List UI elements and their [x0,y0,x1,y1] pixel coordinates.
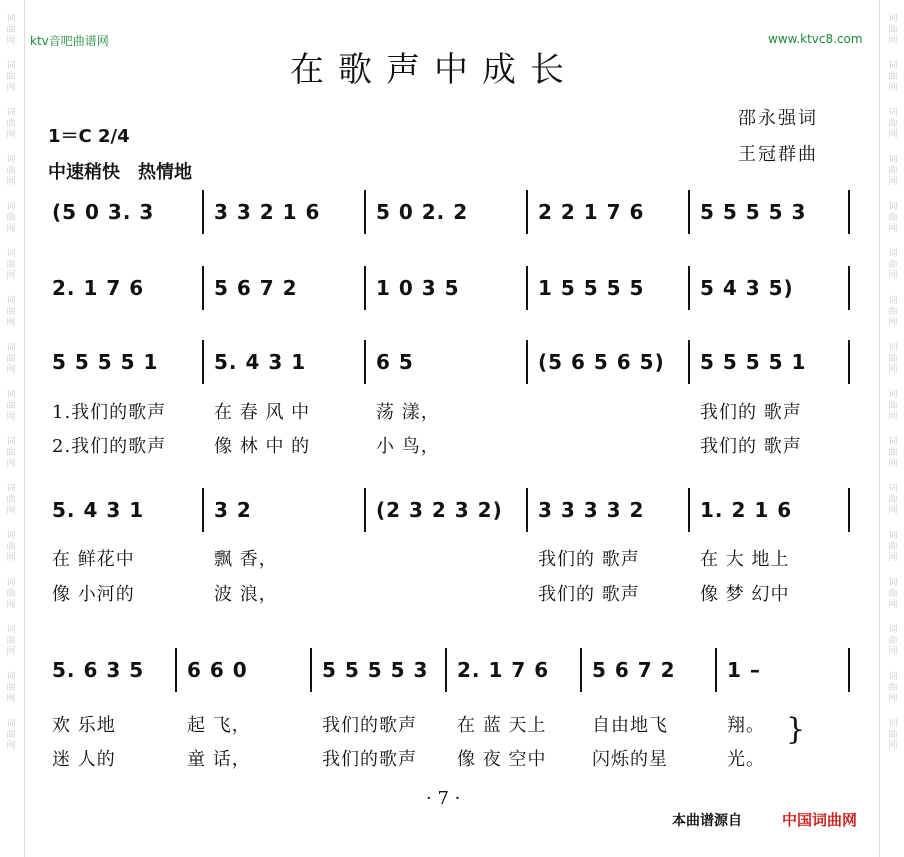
key-signature: 1＝C 2/4 [48,126,130,147]
lyric-1: 翔。 [727,715,765,736]
barline [526,340,528,384]
lyric-2: 我们的歌声 [322,749,417,770]
barline [526,266,528,310]
measure: 1. 2 1 6 [700,498,793,522]
barline [445,648,447,692]
measure: (5 6 5 6 5) [538,350,665,374]
lyric-2: 波 浪， [214,584,278,605]
barline [202,266,204,310]
lyric-2: 小 鸟， [376,436,440,457]
barline-end [848,488,850,532]
left-watermark-strip: 词 曲 网 词 曲 网 词 曲 网 词 曲 网 词 曲 网 词 曲 网 词 曲 网 词 曲 网 词 曲 网 词 曲 网 词 曲 网 词 曲 网 词 曲 网 词 曲 网 词 曲 网 词 曲 网 [6,14,16,751]
score-system-3 [40,340,850,384]
lyric-1: 欢 乐地 [52,715,116,736]
measure: (5 0 3. 3 [52,200,155,224]
tempo-marking: 中速稍快 热情地 [48,162,192,183]
barline [175,648,177,692]
lyric-2: 闪烁的星 [592,749,668,770]
lyric-1: 我们的 歌声 [700,402,802,423]
measure: (2 3 2 3 2) [376,498,503,522]
measure: 5. 6 3 5 [52,658,145,682]
lyric-1: 在 大 地上 [700,549,790,570]
lyric-1: 1.我们的歌声 [52,402,167,423]
lyric-2: 像 林 中 的 [214,436,311,457]
barline [688,266,690,310]
left-margin-line [24,0,25,857]
measure: 6 6 0 [187,658,248,682]
lyric-2: 像 小河的 [52,584,135,605]
barline [364,266,366,310]
right-watermark-strip: 词 曲 网 词 曲 网 词 曲 网 词 曲 网 词 曲 网 词 曲 网 词 曲 网 词 曲 网 词 曲 网 词 曲 网 词 曲 网 词 曲 网 词 曲 网 词 曲 网 词 曲 网 词 曲 网 [888,14,898,751]
measure: 6 5 [376,350,414,374]
measure: 1 5 5 5 5 [538,276,645,300]
lyric-1: 我们的歌声 [322,715,417,736]
measure: 5. 4 3 1 [52,498,145,522]
barline-end [848,266,850,310]
barline [202,190,204,234]
measure: 3 2 [214,498,252,522]
lyric-2: 光。 [727,749,765,770]
measure: 5 5 5 5 1 [52,350,159,374]
source-site: 中国词曲网 [782,811,858,829]
score-system-2 [40,266,850,310]
barline [202,340,204,384]
lyric-1: 飘 香， [214,549,278,570]
measure: 1 – [727,658,761,682]
barline [364,190,366,234]
measure: 5 5 5 5 1 [700,350,807,374]
barline [715,648,717,692]
barline [364,340,366,384]
lyric-1: 起 飞， [187,715,251,736]
barline-end [848,340,850,384]
measure: 5 5 5 5 3 [322,658,429,682]
measure: 5 4 3 5) [700,276,794,300]
measure: 2. 1 7 6 [457,658,550,682]
source-label: 本曲谱源自 [672,813,742,829]
lyric-1: 荡 漾， [376,402,440,423]
page-number: · 7 · [426,788,461,809]
barline [688,190,690,234]
score-system-5 [40,648,850,692]
measure: 2 2 1 7 6 [538,200,645,224]
measure: 5. 4 3 1 [214,350,307,374]
right-margin-line [879,0,880,857]
lyric-2: 像 梦 幻中 [700,584,790,605]
measure: 5 0 2. 2 [376,200,469,224]
measure: 5 5 5 5 3 [700,200,807,224]
measure: 5 6 7 2 [214,276,298,300]
lyric-1: 在 春 风 中 [214,402,311,423]
score-system-1 [40,190,850,234]
composer-credit: 王冠群曲 [738,144,818,165]
verse-brace: } [786,712,806,747]
measure: 1 0 3 5 [376,276,460,300]
lyric-1: 我们的 歌声 [538,549,640,570]
lyric-2: 2.我们的歌声 [52,436,167,457]
barline [688,488,690,532]
lyric-2: 我们的 歌声 [538,584,640,605]
barline [202,488,204,532]
barline [580,648,582,692]
song-title: 在歌声中成长 [290,50,578,90]
barline-end [848,190,850,234]
site-watermark-right: www.ktvc8.com [768,32,863,46]
measure: 3 3 3 3 2 [538,498,645,522]
lyric-1: 自由地飞 [592,715,668,736]
barline [526,190,528,234]
lyric-1: 在 蓝 天上 [457,715,547,736]
measure: 3 3 2 1 6 [214,200,321,224]
barline [310,648,312,692]
site-watermark-left: ktv音吧曲谱网 [30,34,109,48]
barline-end [848,648,850,692]
barline [526,488,528,532]
lyric-2: 像 夜 空中 [457,749,547,770]
barline [364,488,366,532]
measure: 5 6 7 2 [592,658,676,682]
lyricist-credit: 邵永强词 [738,108,818,129]
barline [688,340,690,384]
lyric-2: 童 话， [187,749,251,770]
lyric-1: 在 鲜花中 [52,549,135,570]
lyric-2: 我们的 歌声 [700,436,802,457]
lyric-2: 迷 人的 [52,749,116,770]
score-system-4 [40,488,850,532]
measure: 2. 1 7 6 [52,276,145,300]
